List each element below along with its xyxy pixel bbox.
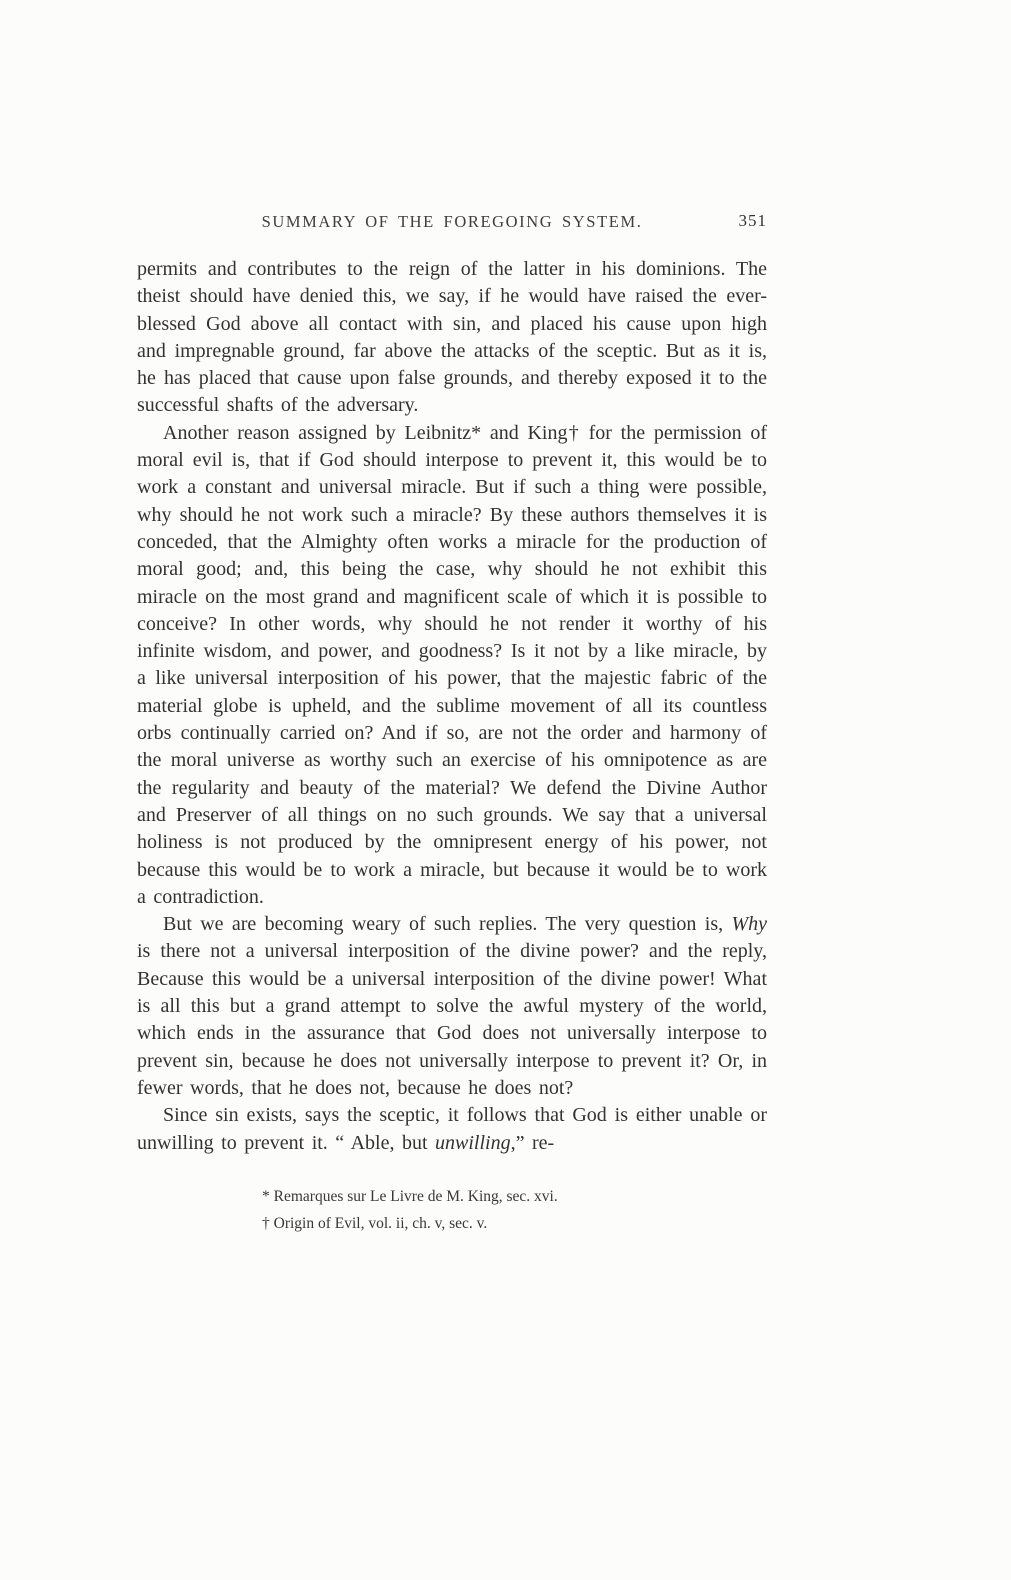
running-head bbox=[137, 212, 767, 242]
paragraph bbox=[137, 420, 767, 911]
footnote: † Origin of Evil, vol. ii, ch. v, sec. v. bbox=[262, 1214, 488, 1232]
paragraph bbox=[137, 256, 767, 420]
footnote: * Remarques sur Le Livre de M. King, sec. xvi. bbox=[262, 1187, 558, 1205]
italic-text: Why bbox=[731, 913, 767, 936]
text-segment: permits and contributes to the reign of the latter in his dominions. The theist should have denied this, we say, if he would have raised the ever-blessed God above all contact with sin, and placed his cause upon high and impregnable ground, far above the attacks of the sceptic. But as it is, he has placed that cause upon false grounds, and thereby exposed it to the successful shafts of the adversary. bbox=[137, 258, 767, 417]
italic-text: unwilling bbox=[435, 1131, 511, 1154]
text-segment: Another reason assigned by Leibnitz* and King† for the permission of moral evil is, that if God should interpose to prevent it, this would be to work a constant and universal miracle. But if such a thing were possible, why should he not work such a miracle? By these authors themselves it is conceded, that the Almighty often works a miracle for the production of moral good; and, this being the case, why should he not exhibit this miracle on the most grand and magnificent scale of which it is possible to conceive? In other words, why should he not render it worthy of his infinite wisdom, and power, and goodness? Is it not by a like miracle, by a like universal interposition of his power, that the majestic fabric of the material globe is upheld, and the sublime movement of all its countless orbs continually carried on? And if so, are not the order and harmony of the moral universe as worthy such an exercise of his omnipotence as are the regularity and beauty of the material? We defend the Divine Author and Preserver of all things on no such grounds. We say that a universal holiness is not produced by the omnipresent energy of his power, not because this would be to work a miracle, but because it would be to work a contradiction. bbox=[137, 421, 767, 908]
running-title: SUMMARY OF THE FOREGOING SYSTEM. bbox=[261, 212, 643, 231]
text-segment: But we are becoming weary of such replies. The very question is, bbox=[163, 913, 732, 936]
text-segment: is there not a universal interposition of the divine power? and the reply, Because this would be a universal interposition of the divine power! What is all this but a grand attempt to solve the awful mystery of the world, which ends in the assurance that God does not universally interpose to prevent sin, because he does not universally interpose to prevent it? Or, in fewer words, that he does not, because he does not? bbox=[137, 940, 767, 1099]
text-segment: ,” re- bbox=[510, 1131, 555, 1154]
paragraph bbox=[137, 911, 767, 1102]
page-number: 351 bbox=[738, 211, 767, 230]
paragraph bbox=[137, 1102, 767, 1157]
footnotes bbox=[262, 1183, 767, 1237]
body-text bbox=[137, 256, 767, 1157]
text-segment: Since sin exists, says the sceptic, it follows that God is either unable or unwilling to prevent it. “ Able, but bbox=[137, 1104, 767, 1154]
page-content bbox=[137, 212, 767, 1237]
